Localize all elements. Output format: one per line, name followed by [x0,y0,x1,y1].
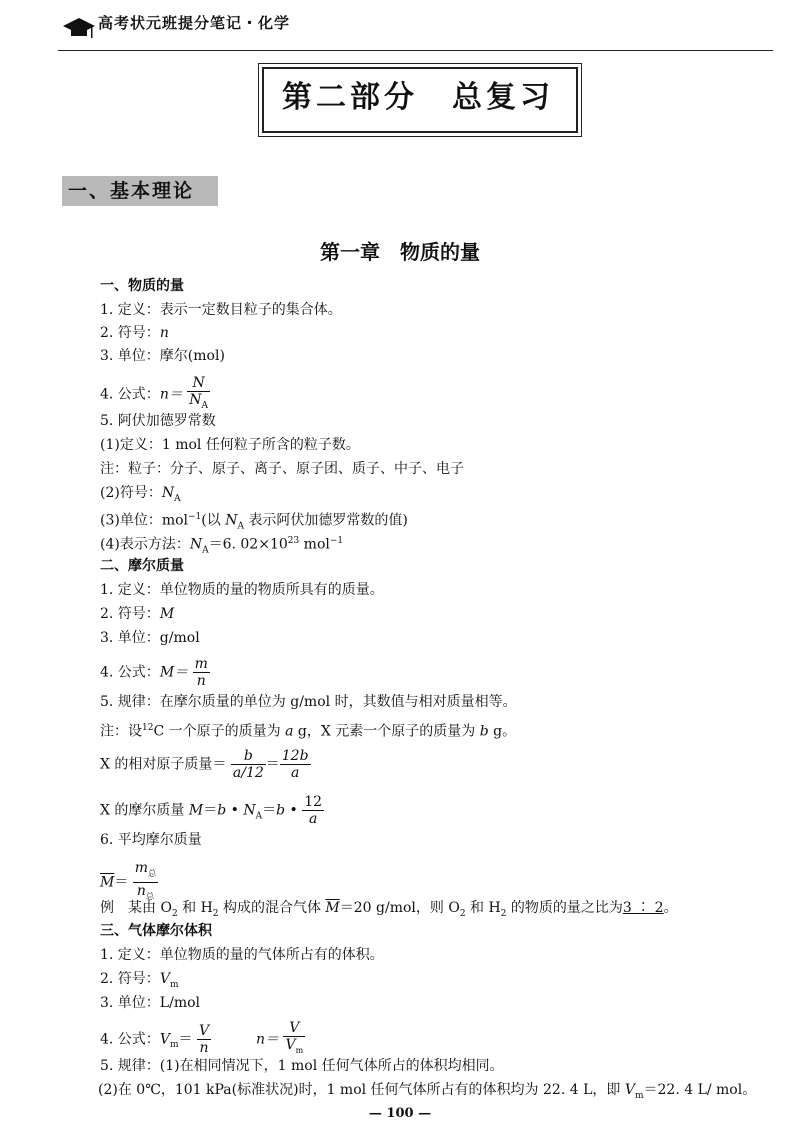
subsection-heading: 二、摩尔质量 [100,558,184,574]
subsection-heading: 一、物质的量 [100,278,184,294]
text-line: (2)在 0℃，101 kPa(标准状况)时，1 mol 任何气体所占有的体积均为 22. 4 L，即 $V_m=22$. 4 L/ mol。 [98,1082,757,1101]
fraction: $\frac{m_总}{n_总}$ [134,860,157,901]
fraction: $\frac{V}{V_m}$ [285,1020,304,1055]
text-line: 5. 阿伏加德罗常数 [100,413,216,429]
text-line: 3. 单位：g/mol [100,630,200,646]
formula-line: $\overline{M}=$ $\frac{m_总}{n_总}$ [100,860,158,905]
text-line: 5. 规律：(1)在相同情况下，1 mol 任何气体所占的体积均相同。 [100,1058,504,1074]
part-title: 第二部分 总复习 [282,80,554,115]
text-line: 注：粒子：分子、原子、离子、原子团、质子、中子、电子 [100,461,464,477]
text-line: 注：设$^{12}$C 一个原子的质量为 a g，X 元素一个原子的质量为 b g。 [100,723,517,740]
graduation-cap-icon [62,16,96,44]
formula-line: 4. 公式：n＝ $\frac{N}{N_A}$ [100,375,210,414]
fraction: $\frac{N}{N_A}$ [189,375,209,411]
text-line: 6. 平均摩尔质量 [100,832,202,848]
text-line: 2. 符号：n [100,325,169,341]
page-number: — 100 — [368,1106,432,1121]
example-line: 例 某由 $O_2$ 和 $H_2$ 构成的混合气体 $\overline{M}=20$ g/mol，则 $O_2$ 和 $H_2$ 的物质的量之比为3 ∶ 2。 [100,900,678,919]
fraction: $\frac{m}{n}$ [194,656,208,689]
header-rule [58,50,773,51]
text-line: (4)表示方法：$N_A=6$. $02\times 10^{23}$ mol$^{-1}$ [100,536,344,556]
section-title: 一、基本理论 [68,180,195,202]
subsection-heading: 三、气体摩尔体积 [100,923,212,939]
text-line: 3. 单位：L/mol [100,995,201,1011]
formula-line: X 的摩尔质量 M＝b • $N_A=b$ • $\frac{12}{a}$ [100,794,323,827]
text-line: (2)符号：$N_A$ [100,485,181,504]
text-line: 5. 规律：在摩尔质量的单位为 g/mol 时，其数值与相对质量相等。 [100,694,517,710]
formula-line: 4. 公式：M＝ $\frac{m}{n}$ [100,656,208,689]
text-line: 1. 定义：单位物质的量的气体所占有的体积。 [100,947,384,963]
text-line: (3)单位：mol$^{-1}$(以 $N_A$ 表示阿伏加德罗常数的值) [100,512,408,532]
text-line: (1)定义：1 mol 任何粒子所含的粒子数。 [100,437,360,453]
text-line: 1. 定义：表示一定数目粒子的集合体。 [100,302,342,318]
fraction: $\frac{b}{a/12}$ [232,748,264,781]
text-line: 2. 符号：$V_m$ [100,971,179,990]
chapter-title: 第一章 物质的量 [320,240,480,264]
text-line: 1. 定义：单位物质的量的物质所具有的质量。 [100,582,384,598]
fraction: $\frac{12b}{a}$ [281,748,309,781]
text-line: 2. 符号：M [100,606,175,622]
fraction: $\frac{12}{a}$ [304,794,323,827]
text-line: 3. 单位：摩尔(mol) [100,348,225,364]
fraction: $\frac{V}{n}$ [198,1022,210,1056]
running-header: 高考状元班提分笔记・化学 [98,14,291,32]
answer: 3 ∶ 2 [622,900,664,916]
formula-line: 4. 公式：$V_m=$ $\frac{V}{n}$ n＝ $\frac{V}{V_m}$ [100,1020,305,1059]
formula-line: X 的相对原子质量＝ $\frac{b}{a/12}$ ＝ $\frac{12b}{a}$ [100,748,309,781]
